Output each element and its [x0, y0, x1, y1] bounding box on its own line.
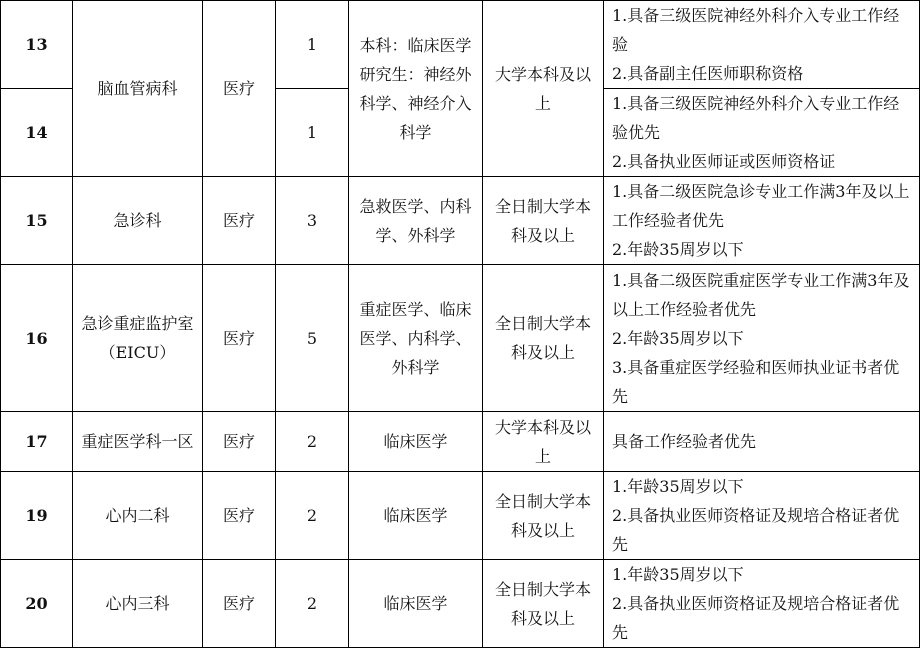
- education-cell: 全日制大学本科及以上: [483, 177, 604, 265]
- requirement-item: 2.年龄35周岁以下: [612, 328, 744, 348]
- count-cell: 2: [276, 560, 349, 648]
- requirement-item: 1.年龄35周岁以下: [612, 477, 744, 496]
- requirement-item: 1.具备三级医院神经外科介入专业工作经验: [612, 6, 900, 54]
- type-cell: 医疗: [203, 472, 276, 560]
- count-cell: 1: [276, 1, 349, 89]
- requirement-item: 1.年龄35周岁以下: [612, 565, 744, 584]
- major-cell: 重症医学、临床医学、内科学、外科学: [349, 265, 483, 412]
- table-row: [1, 177, 920, 265]
- requirement-item: 3.具备重症医学经验和医师执业证书者优先: [612, 357, 900, 406]
- type-cell: 医疗: [203, 560, 276, 648]
- type-cell: 医疗: [203, 1, 276, 177]
- type-cell: 医疗: [203, 412, 276, 472]
- requirement-item: 2.具备执业医师资格证及规培合格证者优先: [612, 594, 900, 642]
- requirements-cell: [604, 560, 920, 648]
- requirement-item: 1.具备二级医院急诊专业工作满3年及以上工作经验者优先: [612, 182, 910, 230]
- table-row: [1, 1, 920, 89]
- major-cell: 临床医学: [349, 472, 483, 560]
- education-cell: 全日制大学本科及以上: [483, 265, 604, 412]
- requirements-cell: [604, 265, 920, 412]
- education-cell: 大学本科及以上: [483, 412, 604, 472]
- requirements-cell: [604, 1, 920, 89]
- requirement-item: 1.具备二级医院重症医学专业工作满3年及以上工作经验者优先: [612, 270, 910, 319]
- type-cell: 医疗: [203, 177, 276, 265]
- education-cell: 全日制大学本科及以上: [483, 472, 604, 560]
- department-cell: 心内三科: [73, 560, 203, 648]
- department-cell: 心内二科: [73, 472, 203, 560]
- requirements-cell: [604, 89, 920, 177]
- row-number: 20: [1, 560, 73, 648]
- requirements-cell: [604, 472, 920, 560]
- department-cell: 急诊重症监护室（EICU）: [73, 265, 203, 412]
- requirement-item: 2.具备执业医师证或医师资格证: [612, 152, 836, 171]
- major-graduate: 研究生：神经外科学、神经介入科学: [359, 64, 472, 142]
- education-cell: 大学本科及以上: [483, 1, 604, 177]
- major-undergrad: 本科：临床医学: [359, 35, 472, 55]
- table-row: [1, 560, 920, 648]
- count-cell: 1: [276, 89, 349, 177]
- row-number: 17: [1, 412, 73, 472]
- count-cell: 3: [276, 177, 349, 265]
- row-number: 19: [1, 472, 73, 560]
- row-number: 16: [1, 265, 73, 412]
- table-row: [1, 265, 920, 412]
- major-cell: [349, 1, 483, 177]
- row-number: 14: [1, 89, 73, 177]
- requirement-item: 具备工作经验者优先: [612, 432, 757, 451]
- requirement-item: 1.具备三级医院神经外科介入专业工作经验优先: [612, 94, 900, 142]
- requirement-item: 2.年龄35周岁以下: [612, 240, 744, 259]
- count-cell: 2: [276, 412, 349, 472]
- requirement-item: 2.具备副主任医师职称资格: [612, 64, 804, 83]
- requirements-cell: [604, 177, 920, 265]
- row-number: 13: [1, 1, 73, 89]
- row-number: 15: [1, 177, 73, 265]
- major-cell: 临床医学: [349, 412, 483, 472]
- department-cell: 脑血管病科: [73, 1, 203, 177]
- type-cell: 医疗: [203, 265, 276, 412]
- requirement-item: 2.具备执业医师资格证及规培合格证者优先: [612, 506, 900, 554]
- department-cell: 重症医学科一区: [73, 412, 203, 472]
- major-cell: 临床医学: [349, 560, 483, 648]
- requirements-cell: [604, 412, 920, 472]
- education-cell: 全日制大学本科及以上: [483, 560, 604, 648]
- department-cell: 急诊科: [73, 177, 203, 265]
- table-row: [1, 472, 920, 560]
- count-cell: 5: [276, 265, 349, 412]
- major-cell: 急救医学、内科学、外科学: [349, 177, 483, 265]
- count-cell: 2: [276, 472, 349, 560]
- table-row: [1, 412, 920, 472]
